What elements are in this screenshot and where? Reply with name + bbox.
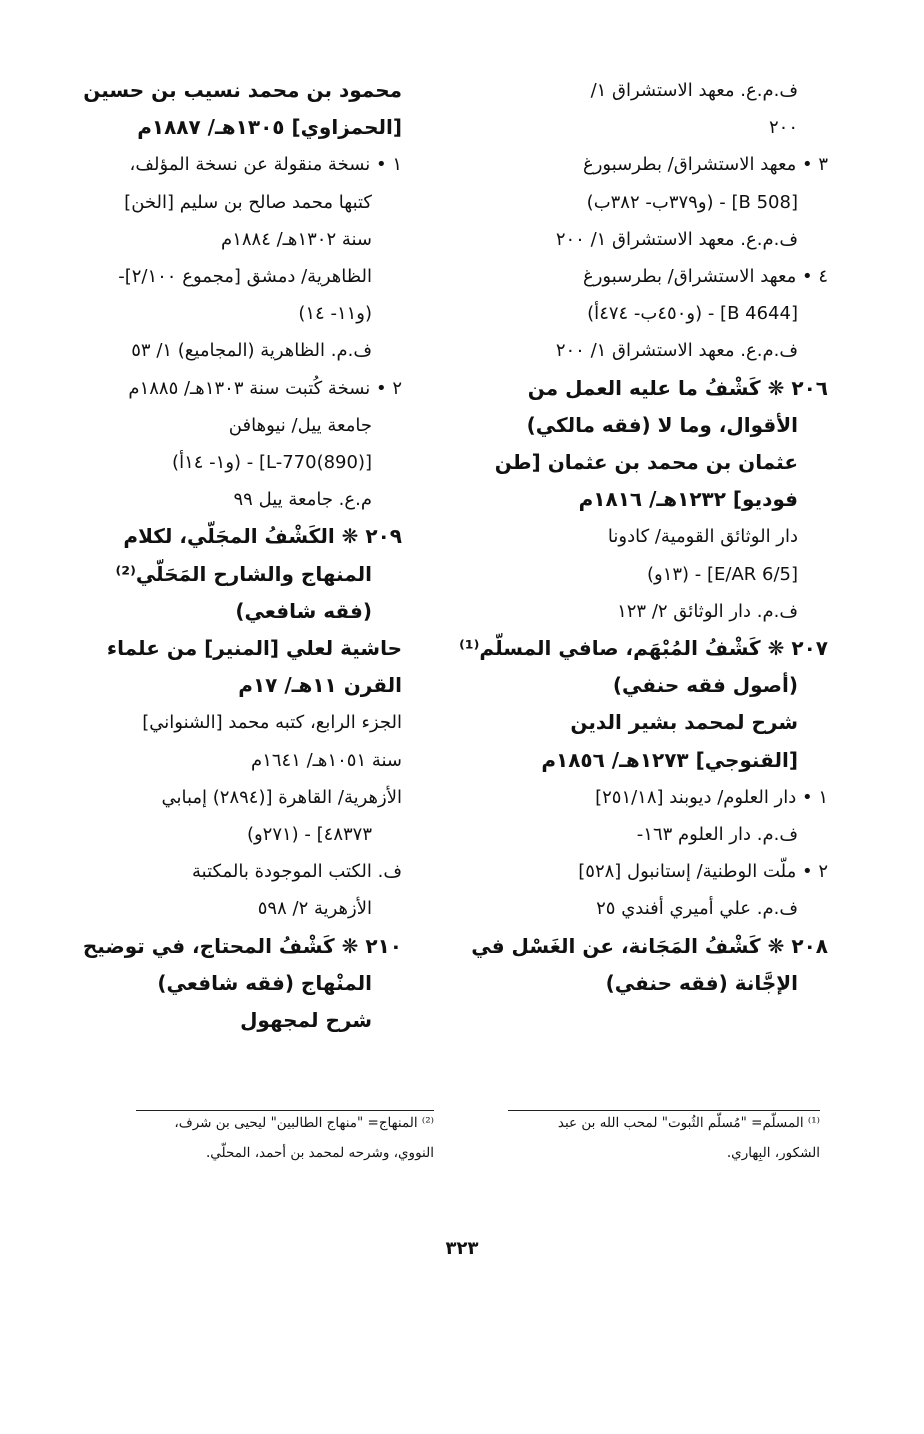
text-line: ٢ • ملّت الوطنية/ إستانبول [٥٢٨] <box>578 861 828 883</box>
text-line: ١ • دار العلوم/ ديوبند [٢٥١/١٨] <box>595 786 828 808</box>
page-number: ٣٢٣ <box>445 1238 479 1259</box>
text-line: ف.م.ع. معهد الاستشراق ١/ ٢٠٠ <box>555 340 798 362</box>
text-line: ف. الكتب الموجودة بالمكتبة <box>192 861 402 883</box>
text-line: ٢٠٨ ❋ كَشْفُ المَجَانة، عن الغَسْل في <box>471 933 828 958</box>
text-line: فوديو] ١٢٣٢هـ/ ١٨١٦م <box>578 487 798 512</box>
text-line: [الحمزاوي] ١٣٠٥هـ/ ١٨٨٧م <box>137 115 402 140</box>
text-line: الجزء الرابع، كتبه محمد [الشنواني] <box>142 712 402 734</box>
text-line: الأزهرية/ القاهرة [(٢٨٩٤) إمبابي <box>161 786 402 808</box>
text-line: ٢٠٦ ❋ كَشْفُ ما عليه العمل من <box>527 375 828 400</box>
text-line: ٢٠٠ <box>768 117 798 139</box>
text-line: جامعة ييل/ نيوهافن <box>228 414 372 436</box>
text-line: دار الوثائق القومية/ كادونا <box>607 526 798 548</box>
text-line: القرن ١١هـ/ ١٧م <box>238 673 402 698</box>
left-column <box>70 72 402 1039</box>
footnote-line: النووي، وشرحه لمحمد بن أحمد، المحلّي. <box>206 1145 434 1161</box>
text-line: [B 508] - (و٣٧٩ب- ٣٨٢ب) <box>586 191 798 213</box>
text-line: (أصول فقه حنفي) <box>612 673 798 698</box>
text-line: ٤ • معهد الاستشراق/ بطرسبورغ <box>583 266 828 288</box>
text-line: ف.م.ع. معهد الاستشراق ١/ <box>590 80 798 101</box>
text-line: (فقه شافعي) <box>235 598 372 623</box>
text-line: [B 4644] - (و٤٥٠ب- ٤٧٤أ) <box>587 303 798 325</box>
text-line: ف.م. علي أميري أفندي ٢٥ <box>596 898 798 920</box>
footnote-line: الشكور، البِهاري. <box>726 1145 820 1161</box>
footnote-line: ⁽¹⁾ المسلّم= "مُسلّم الثُبوت" لمحب الله بن عبد <box>557 1115 820 1131</box>
text-line: ف.م. دار الوثائق ٢/ ١٢٣ <box>617 600 798 622</box>
right-column <box>459 72 828 1002</box>
text-line: (و١١- ١٤) <box>298 303 372 325</box>
text-line: الأزهرية ٢/ ٥٩٨ <box>257 898 372 920</box>
text-line: سنة ١٣٠٢هـ/ ١٨٨٤م <box>221 228 372 250</box>
text-line: ٤٨٣٧٣] - (٢٧١و) <box>246 824 372 846</box>
text-line: عثمان بن محمد بن عثمان [طن <box>494 450 798 475</box>
footnote-line: ⁽²⁾ المنهاج= "منهاج الطالبين" ليحيى بن شرف، <box>174 1115 434 1131</box>
footnote-left <box>134 1108 434 1168</box>
text-line: الإجَّانة (فقه حنفي) <box>605 970 798 995</box>
text-line: م.ع. جامعة ييل ٩٩ <box>233 489 372 511</box>
text-line: ٢٠٩ ❋ الكَشْفُ المجَلّي، لكلام <box>123 524 402 549</box>
text-line: ١ • نسخة منقولة عن نسخة المؤلف، <box>129 154 402 176</box>
text-line: محمود بن محمد نسيب بن حسين <box>83 78 402 102</box>
text-line: [القنوجي] ١٢٧٣هـ/ ١٨٥٦م <box>541 747 798 772</box>
text-line: كتبها محمد صالح بن سليم [الخن] <box>124 191 372 213</box>
text-line: ف.م.ع. معهد الاستشراق ١/ ٢٠٠ <box>555 228 798 250</box>
text-line: شرح لمحمد بشير الدين <box>570 710 798 735</box>
text-line: المنْهاج (فقه شافعي) <box>157 970 372 995</box>
text-line: [E/AR 6/5] - (١٣و) <box>646 563 798 585</box>
text-line: ف.م. الظاهرية (المجاميع) ١/ ٥٣ <box>131 340 372 362</box>
text-line: ف.م. دار العلوم ١٦٣- <box>636 824 798 846</box>
text-line: ٣ • معهد الاستشراق/ بطرسبورغ <box>583 154 828 176</box>
text-line: ٢١٠ ❋ كَشْفُ المحتاج، في توضيح <box>82 933 402 958</box>
footnote-right <box>504 1108 820 1168</box>
text-line: ٢٠٧ ❋ كَشْفُ المُبْهَم، صافي المسلّم⁽¹⁾ <box>459 636 828 661</box>
text-line: سنة ١٠٥١هـ/ ١٦٤١م <box>251 749 402 771</box>
text-line: شرح لمجهول <box>240 1008 372 1033</box>
text-line: الأقوال، وما لا (فقه مالكي) <box>526 412 798 437</box>
text-line: ٢ • نسخة كُتبت سنة ١٣٠٣هـ/ ١٨٨٥م <box>128 377 402 399</box>
text-line: المنهاج والشارح المَحَلّي⁽²⁾ <box>115 561 372 586</box>
text-line: [L-770(890)] - (و١- ١٤أ) <box>172 452 372 474</box>
text-line: حاشية لعلي [المنير] من علماء <box>106 636 402 661</box>
text-line: الظاهرية/ دمشق [مجموع ٢/١٠٠]- <box>118 266 372 288</box>
